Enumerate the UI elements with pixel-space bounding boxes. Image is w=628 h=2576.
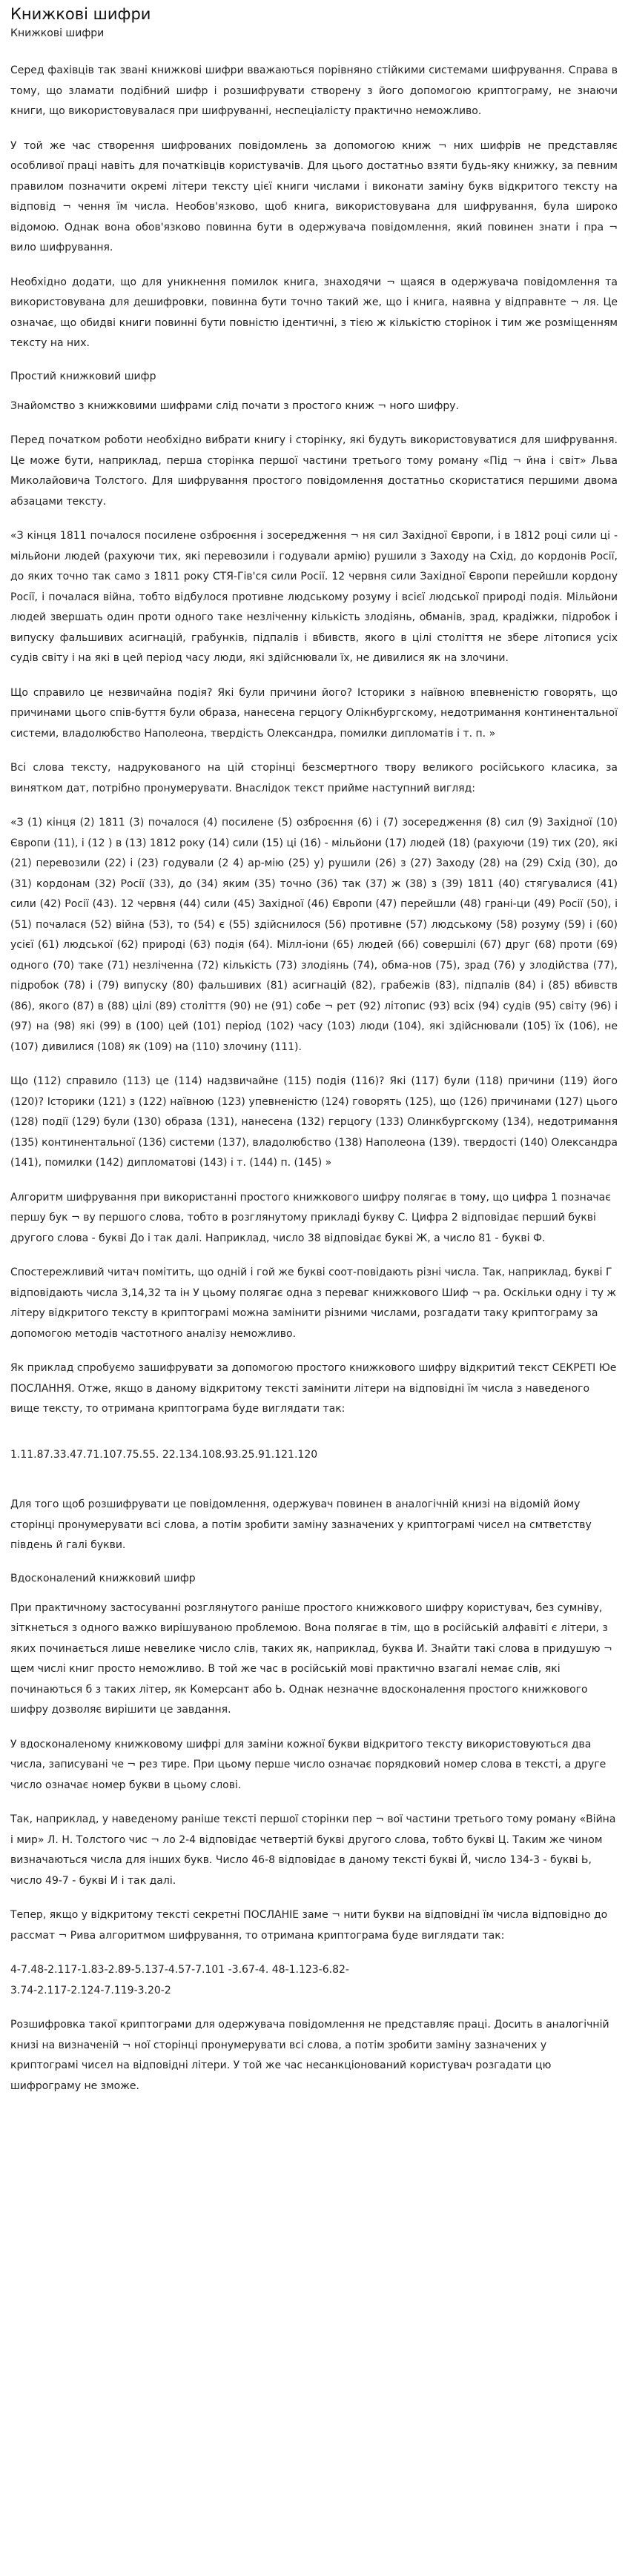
paragraph-advanced-example: Так, наприклад, у наведеному раніше тексті першої сторінки пер ¬ вої частини третього тому роману «Війна і мир» Л. Н. Толстого чис ¬ ло 2-4 відповідає четвертій букві другого слова, тобто букві Ц. Таким же чином визначаються числа для інших букв. Число 46-8 відповідає в даному тексті букві Й, число 134-3 - букві Ь, число 49-7 - букві И і так далі. <box>10 1813 616 1887</box>
paragraph-numbering: Всі слова тексту, надрукованого на цій сторінці безсмертного твору великого російського класика, за винятком дат, потрібно пронумерувати. Внаслідок текст прийме наступний вигляд: <box>10 762 618 794</box>
paragraph-observation: Спостережливий читач помітить, що одній і гой же букві соот-повідають різні числа. Так, наприклад, букві Г відповідають числа 3,14,32 та ін У цьому полягає одна з переваг книжкового Шиф ¬ ра. Оскільки одну і ту ж літеру відкритого тексту в криптограмі можна замінити різними числами, розгадати таку криптограму за допомогою методів частотного аналізу неможливо. <box>10 1267 617 1340</box>
page-title: Книжкові шифри <box>10 5 151 23</box>
section-heading-simple-cipher: Простий книжковий шифр <box>10 370 156 382</box>
section-heading-advanced-cipher: Вдосконалений книжковий шифр <box>10 1572 196 1584</box>
paragraph-advanced-encrypt: Тепер, якщо у відкритому тексті секретні ПОСЛАНІЕ заме ¬ нити букви на відповідні їм числа відповідно до рассмат ¬ Рива алгоритмом шифрування, то отримана криптограма буде виглядати так: <box>10 1909 608 1942</box>
paragraph-decrypt-advanced: Розшифровка такої криптограми для одержувача повідомлення не представляє праці. Досить в аналогічній книзі на визначеній ¬ ної сторінці пронумерувати всі слова, а потім зробити заміну зазначених у криптограмі чисел на відповідні літери. У той же час несанкціонований користувач розгадати цю шифрограму не зможе. <box>10 2019 609 2092</box>
cryptogram-advanced-line-1: 4-7.48-2.117-1.83-2.89-5.137-4.57-7.101 -3.67-4. 48-1.123-6.82- <box>10 1964 349 1976</box>
paragraph-choose-book: Перед початком роботи необхідно вибрати книгу і сторінку, які будуть використовуватися для шифрування. Це може бути, наприклад, перша сторінка першої частини третього тому роману «Під ¬ йна і світ» Льва Миколайовича Толстого. Для шифрування простого повідомлення достатньо скористатися першими двома абзацами тексту. <box>10 434 618 508</box>
numbered-text-2: Що (112) справило (113) це (114) надзвичайне (115) подія (116)? Які (117) були (118) причини (119) його (120)? Історики (121) з (122) наївною (123) упевненістю (124) говорять (125), що (126) причинами (127) цього (128) події (129) були (130) образа (131), нанесена (132) герцогу (133) Олинкбургскому (134), недотримання (135) континентальної (136) системи (137), владолюбство (138) Наполеона (139). твердості (140) Олександра (141), помилки (142) дипломатові (143) і т. (144) п. (145) » <box>10 1075 618 1169</box>
paragraph-creation: У той же час створення шифрованих повідомлень за допомогою книж ¬ них шифрів не представляє особливої праці навіть для початківців користувачів. Для цього достатньо взяти будь-яку книжку, за певним правилом позначити окремі літери тексту цієї книги числами і виконати заміну букв відкритого тексту на відповід ¬ чення їм числа. Необов'язково, щоб книга, використовувана для шифрування, була широко відомою. Однак вона обов'язково повинна бути в одержувача повідомлення, який повинен знати і пра ¬ вило шифрування. <box>10 139 618 253</box>
page-subtitle: Книжкові шифри <box>10 27 105 39</box>
paragraph-algorithm: Алгоритм шифрування при використанні простого книжкового шифру полягає в тому, що цифра 1 позначає першу бук ¬ ву першого слова, тобто в розглянутому прикладі букву С. Цифра 2 відповідає перший букві другого слова - букві До і так далі. Наприклад, число 38 відповідає букві Ж, а число 81 - букві Ф. <box>10 1191 611 1244</box>
quote-tolstoy-2: Що справило це незвичайна подія? Які були причини його? Історики з наївною впевненістю говорять, що причинами цього спів-буття були образа, нанесена герцогу Олікнбургскому, недотримання континентальної системи, владолюбство Наполеона, твердість Олександра, помилки дипломатів і т. п. » <box>10 686 618 740</box>
paragraph-problem: При практичному застосуванні розглянутого раніше простого книжкового шифру користувач, без сумніву, зіткнеться з одного важко вирішуваною проблемою. Вона полягає в тім, що в російській алфавіті є літери, з яких починається лише невелике число слів, таких як, наприклад, буква И. Знайти такі слова в придушую ¬ щем числі книг просто неможливо. В той же час в російській мові практично взагалі немає слів, які починаються б з таких літер, як Комерсант або Ь. Однак незначне вдосконалення простого книжкового шифру дозволяє вирішити це завдання. <box>10 1601 612 1716</box>
quote-tolstoy-1: «З кінця 1811 почалося посилене озброєння і зосередження ¬ ня сил Західної Європи, і в 1812 році сили ці - мільйони людей (рахуючи тих, які перевозили і годували армію) рушили з Заходу на Схід, до кордонів Росії, до яких точно так само з 1811 року СТЯ-Гів'ся сили Росії. 12 червня сили Західної Європи перейшли кордону Росії, і почалася війна, тобто відбулося противне людському розуму і всієї людської природі подія. Мільйони людей звершать один проти одного таке незліченну кількість злодіянь, обманів, зрад, крадіжки, підробок і випуску фальшивих асигнацій, грабунків, підпалів і вбивств, якого в цілі століття не збере літопиcя усіх судів світу і на які в цей період часу люди, які здійснювали їх, не дивилися як на злочини. <box>10 530 618 664</box>
paragraph-simple-intro: Знайомство з книжковими шифрами слід почати з простого книж ¬ ного шифру. <box>10 399 459 412</box>
numbered-text-1: «З (1) кінця (2) 1811 (3) почалося (4) посилене (5) озброєння (6) і (7) зосередження (8) сил (9) Західної (10) Європи (11), і (12 ) в (13) 1812 року (14) сили (15) ці (16) - мільйони (17) людей (18) (рахуючи (19) тих (20), які (21) перевозили (22) і (23) годували (2 4) ар-мію (25) у) рушили (26) з (27) Заходу (28) на (29) Схід (30), до (31) кордонам (32) Росії (33), до (34) яким (35) точно (36) так (37) ж (38) з (39) 1811 (40) стягувалися (41) сили (42) Росії (43). 12 червня (44) сили (45) Західної (46) Європи (47) перейшли (48) грані-ци (49) Росії (50), і (51) почалася (52) війна (53), то (54) є (55) здійснилося (56) противне (57) людському (58) розуму (59) і (60) усієї (61) людської (62) природі (63) подія (64). Мілл-іони (65) людей (66) совершілі (67) друг (68) проти (69) одного (70) таке (71) незліченна (72) кількість (73) злодіянь (74), обма-нов (75), зрад (76) у злодійства (77), підробок (78) і (79) випуску (80) фальшивих (81) асигнацій (82), грабежів (83), підпалів (84) і (85) вбивств (86), якого (87) в (88) цілі (89) століття (90) не (91) собе ¬ рет (92) літопис (93) всіх (94) судів (95) світу (96) і (97) на (98) які (99) в (100) цей (101) період (102) часу (103) люди (104), які здійснювали (105) їх (106), не (107) дивилися (108) як (109) на (110) злочину (111). <box>10 817 618 1053</box>
paragraph-example: Як приклад спробуємо зашифрувати за допомогою простого книжкового шифру відкритий текст СЕКРЕТІ Юе ПОСЛАННЯ. Отже, якщо в даному відкритому тексті замінити літери на відповідні їм числа з наведеного вище тексту, то отримана криптограма буде виглядати так: <box>10 1362 617 1415</box>
cryptogram-simple: 1.11.87.33.47.71.107.75.55. 22.134.108.93.25.91.121.120 <box>10 1448 318 1461</box>
paragraph-identical-books: Необхідно додати, що для уникнення помилок книга, знаходячи ¬ щаяся в одержувача повідомлення та використовувана для дешифровки, повинна бути точно такий же, що і книга, наявна у відправнте ¬ ля. Це означає, що обидві книги повинні бути повністю ідентичні, з тією ж кількістю сторінок і тим же розміщенням тексту на них. <box>10 276 618 349</box>
paragraph-two-numbers: У вдосконаленому книжковому шифрі для заміни кожної букви відкритого тексту використовуються два числа, записувані че ¬ рез тире. При цьому перше число означає порядковий номер слова в тексті, а друге число означає номер букви в цьому слові. <box>10 1738 606 1791</box>
paragraph-decrypt-simple: Для того щоб розшифрувати це повідомлення, одержувач повинен в аналогічній книзі на відомій йому сторінці пронумерувати всі слова, а потім зробити заміну зазначених у криптограмі чисел на смтветству південь й галі букви. <box>10 1498 592 1551</box>
cryptogram-advanced-line-2: 3.74-2.117-2.124-7.119-3.20-2 <box>10 1984 171 1996</box>
paragraph-intro: Серед фахівців так звані книжкові шифри вважаються порівняно стійкими системами шифрування. Справа в тому, що зламати подібний шифр і розшифрувати створену з його допомогою криптограму, не знаючи книги, що використовувалася при шифруванні, неспеціалісту практично неможливо. <box>10 64 618 117</box>
